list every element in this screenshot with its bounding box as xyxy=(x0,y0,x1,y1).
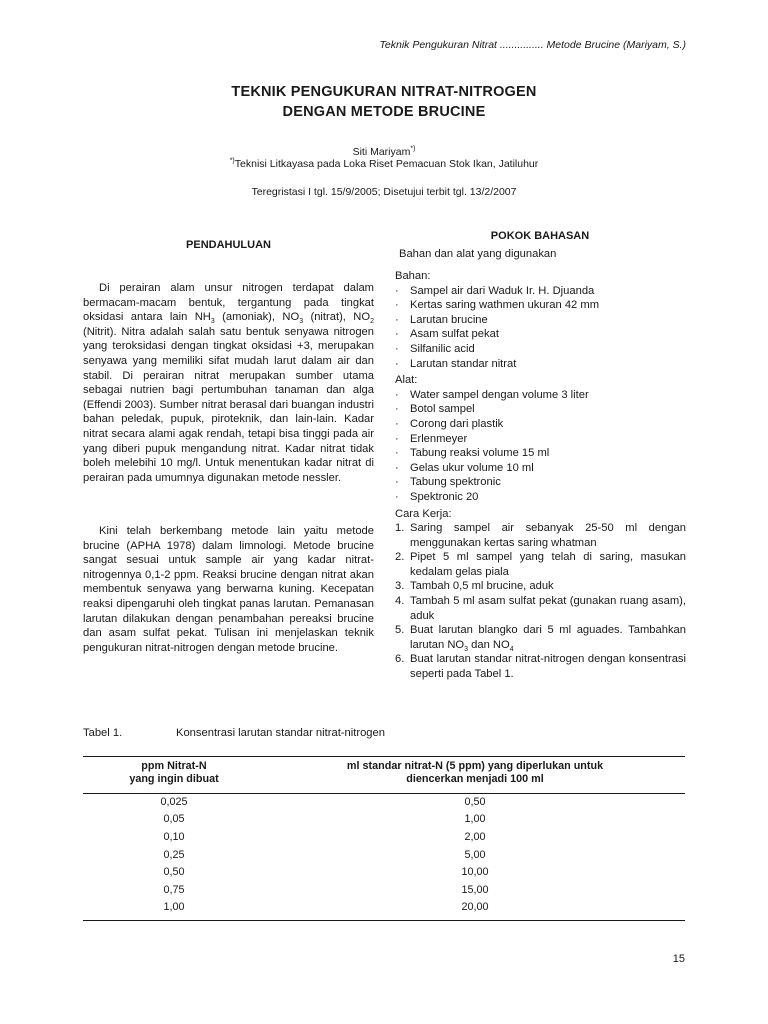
intro-p1-text-b: (amoniak), NO xyxy=(214,311,300,324)
column-header-ml: ml standar nitrat-N (5 ppm) yang diperlukan untuk diencerkan menjadi 100 ml xyxy=(346,760,604,785)
list-item: · Tabung spektronic xyxy=(395,476,501,489)
table-top-rule xyxy=(83,756,685,757)
intro-paragraph-2 xyxy=(83,524,374,655)
procedure-step: 5. Buat larutan blangko dari 5 ml aguades. Tambahkan larutan $NO_3$ dan $NO_4$ xyxy=(395,624,686,654)
page-number: 15 xyxy=(672,953,685,965)
intro-p1-text-a: Di perairan alam unsur nitrogen terdapat dalam bermacam-macam bentuk, tergantung pada tingkat oksidasi antara lain NH xyxy=(83,282,374,324)
topic-heading: POKOK BAHASAN xyxy=(490,230,590,242)
list-item: · Erlenmeyer xyxy=(395,432,468,445)
affiliation-line xyxy=(0,158,768,170)
column-header-ppm: ppm Nitrat-N yang ingin dibuat xyxy=(129,760,219,785)
bahan-list xyxy=(395,284,686,372)
table-body xyxy=(83,793,685,916)
procedure-step: 6. Buat larutan standar nitrat-nitrogen dengan konsentrasi seperti pada Tabel 1. xyxy=(395,653,686,681)
topic-subtitle: Bahan dan alat yang digunakan xyxy=(399,248,557,260)
paper-title-line-2: DENGAN METODE BRUCINE xyxy=(282,104,486,120)
list-item: · Gelas ukur volume 10 ml xyxy=(395,461,534,474)
list-item: · Water sampel dengan volume 3 liter xyxy=(395,388,589,401)
intro-paragraph-1 xyxy=(83,281,374,485)
table-caption: Konsentrasi larutan standar nitrat-nitrogen xyxy=(176,727,385,739)
alat-list xyxy=(395,388,686,505)
bahan-label: Bahan: xyxy=(395,270,431,282)
intro-heading: PENDAHULUAN xyxy=(186,239,271,251)
list-item: · Corong dari plastik xyxy=(395,417,504,430)
list-item: · Sampel air dari Waduk Ir. H. Djuanda xyxy=(395,284,595,297)
materials-section xyxy=(395,269,686,682)
table-row: 0,25 5,00 xyxy=(163,848,486,861)
running-header: Teknik Pengukuran Nitrat ............... Metode Brucine (Mariyam, S.) xyxy=(379,39,686,51)
procedure-list xyxy=(395,521,686,682)
data-table-container xyxy=(83,758,685,788)
table-row: 0,75 15,00 xyxy=(163,883,489,896)
author-name: Siti Mariyam xyxy=(352,146,411,158)
author-mark: *) xyxy=(410,145,416,153)
table-label: Tabel 1. xyxy=(83,727,123,739)
table-body-container xyxy=(83,793,685,916)
table-row: 0,05 1,00 xyxy=(163,813,486,826)
procedure-step: 2. Pipet 5 ml sampel yang telah di saring, masukan kedalam gelas piala xyxy=(395,551,686,578)
intro-p1-sub-3: 2 xyxy=(370,318,374,326)
table-row: 0,025 0,50 xyxy=(160,795,486,808)
intro-p1-text-c: (nitrat), NO xyxy=(303,311,371,324)
procedure-step: 3. Tambah 0,5 ml brucine, aduk xyxy=(395,580,554,593)
list-item: · Silfanilic acid xyxy=(395,342,475,355)
registration-dates: Teregristasi I tgl. 15/9/2005; Disetujui terbit tgl. 13/2/2007 xyxy=(251,186,517,198)
intro-p1-text-d: (Nitrit). Nitra adalah salah satu bentuk senyawa nitrogen yang teroksidasi dengan tingkat oksidasi +3, merupakan senyawa yang memiliki sifat mudah larut dalam air dan stabil. Di perairan nitrat merupakan sumber utama sebagai nutrien bagi pertumbuhan tanaman dan alga (Effendi 2003). Sumber nitrat berasal dari buangan industri bahan peledak, pupuk, piroteknik, dan lain-lain. Kadar nitrat secara alami agak rendah, tetapi bisa tinggi pada air yang diberi pupuk mengandung nitrat. Kadar nitrat tidak boleh melebihi 10 mg/l. Untuk menentukan kadar nitrat di perairan pada umumnya digunakan metode nessler. xyxy=(83,325,374,484)
list-item: · Botol sampel xyxy=(395,403,475,416)
paper-title-line-1: TEKNIK PENGUKURAN NITRAT-NITROGEN xyxy=(231,84,537,100)
list-item: · Tabung reaksi volume 15 ml xyxy=(395,447,550,460)
list-item: · Kertas saring wathmen ukuran 42 mm xyxy=(395,299,600,312)
table-row: 0,50 10,00 xyxy=(163,866,489,879)
procedure-step: 4. Tambah 5 ml asam sulfat pekat (gunakan ruang asam), aduk xyxy=(395,595,686,622)
table-row: 0,10 2,00 xyxy=(163,830,486,843)
table-bottom-rule xyxy=(83,920,685,921)
list-item: · Larutan brucine xyxy=(395,313,488,326)
table-row: 1,00 20,00 xyxy=(163,901,489,914)
cara-kerja-label: Cara Kerja: xyxy=(395,507,452,520)
list-item: · Larutan standar nitrat xyxy=(395,357,517,370)
intro-p1-sub-2: 3 xyxy=(299,318,304,326)
list-item: · Spektronic 20 xyxy=(395,490,479,503)
intro-p1-sub-1: 3 xyxy=(210,318,215,326)
affiliation-mark: *) xyxy=(229,157,235,165)
table-header-row xyxy=(83,758,685,788)
affiliation: Teknisi Litkayasa pada Loka Riset Pemacuan Stok Ikan, Jatiluhur xyxy=(234,158,539,170)
intro-p2-text: Kini telah berkembang metode lain yaitu metode brucine (APHA 1978) dalam limnologi. Metode brucine sangat sesuai untuk sample air yang kadar nitrat-nitrogennya 0,1-2 ppm. Reaksi brucine dengan nitrat akan membentuk senyawa yang berwarna kuning. Kecepatan reaksi dipengaruhi oleh tingkat panas larutan. Pemanasan larutan dilakukan dengan penambahan pereaksi brucine dan asam sulfat pekat. Tulisan ini menjelaskan teknik pengukuran nitrat-nitrogen dengan metode brucine. xyxy=(83,525,374,654)
author-line xyxy=(0,146,768,158)
alat-label: Alat: xyxy=(395,374,418,387)
procedure-step: 1. Saring sampel air sebanyak 25-50 ml dengan menggunakan kertas saring whatman xyxy=(395,522,686,549)
data-table xyxy=(83,758,685,788)
list-item: · Asam sulfat pekat xyxy=(395,328,499,341)
